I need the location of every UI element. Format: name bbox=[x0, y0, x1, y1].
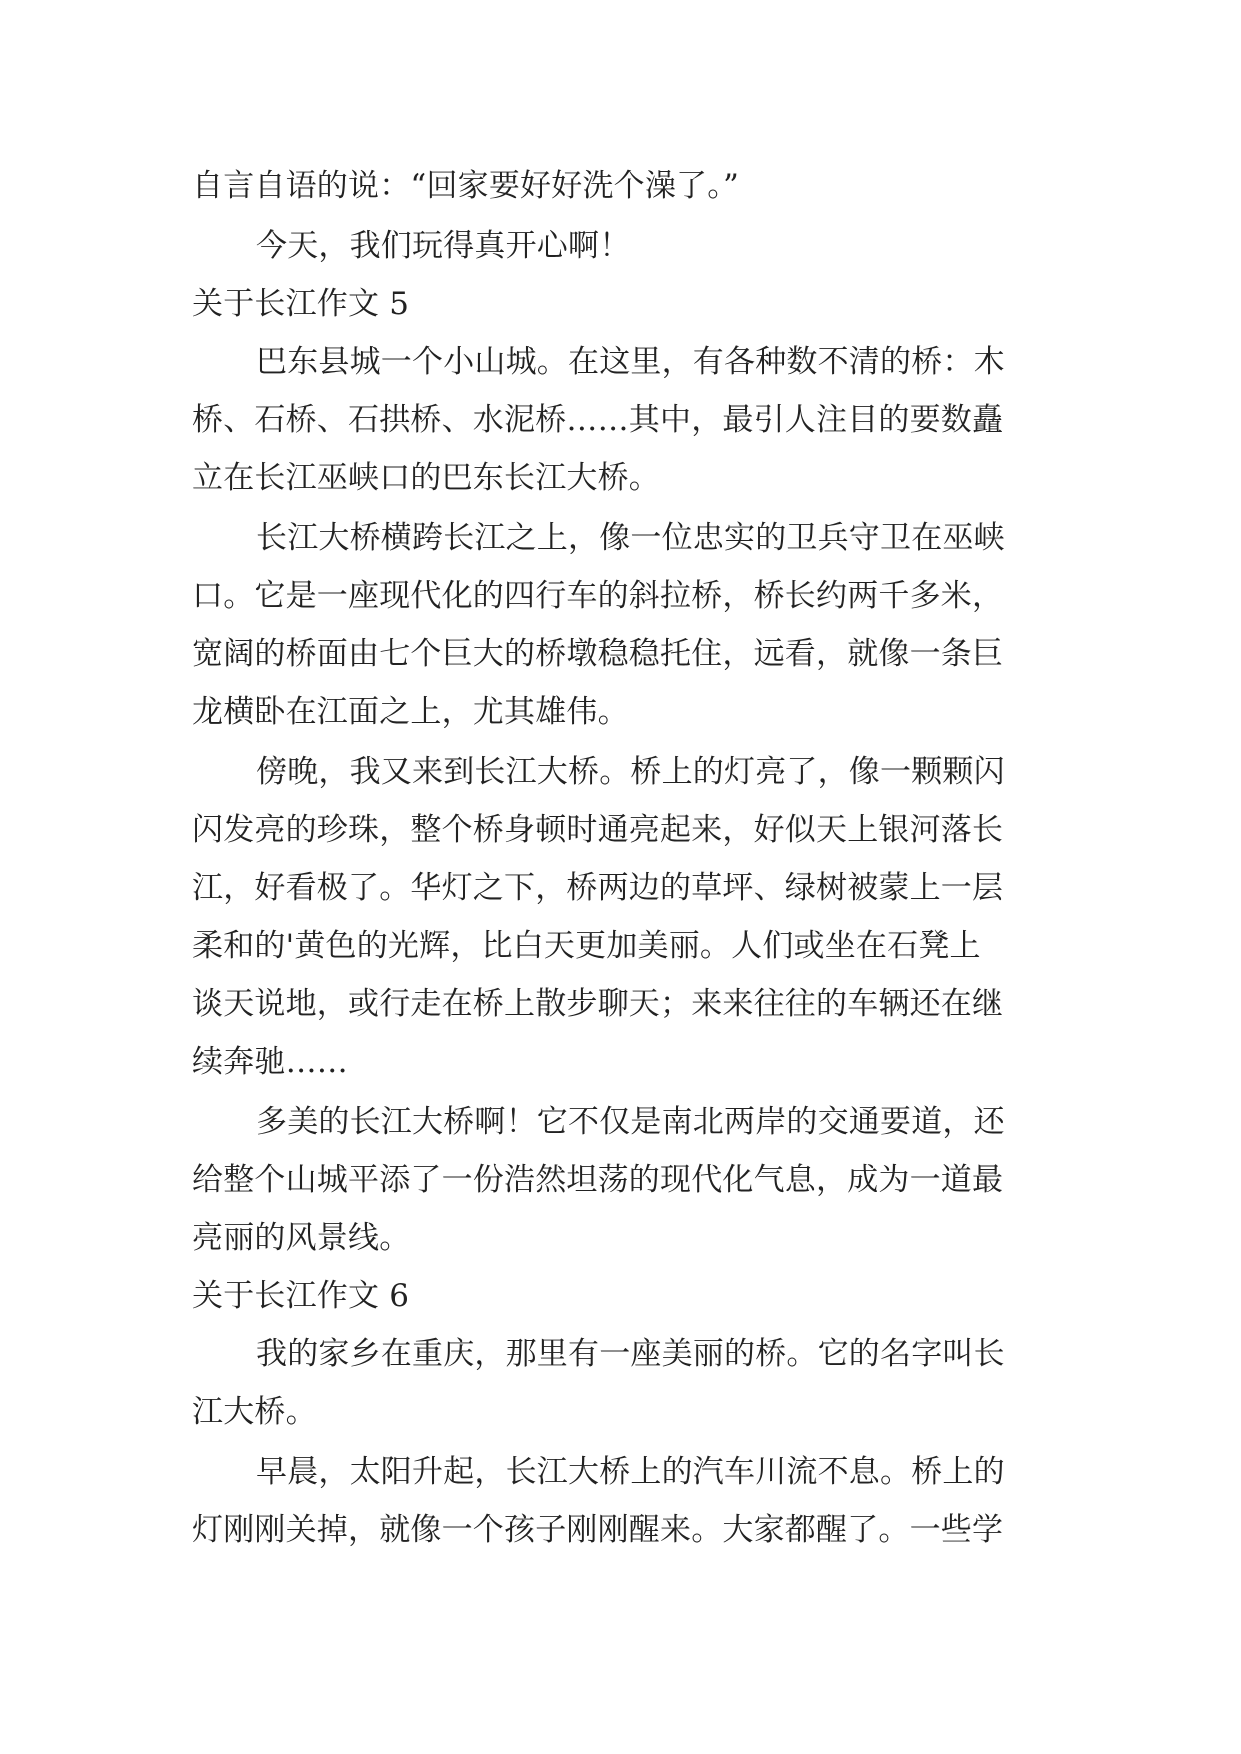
text-line: 闪发亮的珍珠，整个桥身顿时通亮起来，好似天上银河落长 bbox=[192, 812, 1004, 848]
paragraph-line: 多美的长江大桥啊！它不仅是南北两岸的交通要道，还 bbox=[256, 1104, 1005, 1140]
text-line: 桥、石桥、石拱桥、水泥桥……其中，最引人注目的要数矗 bbox=[192, 402, 1004, 438]
text-line: 宽阔的桥面由七个巨大的桥墩稳稳托住，远看，就像一条巨 bbox=[192, 636, 1004, 672]
text-line: 自言自语的说：“回家要好好洗个澡了。” bbox=[192, 168, 739, 204]
text-line: 龙横卧在江面之上，尤其雄伟。 bbox=[192, 694, 629, 730]
text-line: 给整个山城平添了一份浩然坦荡的现代化气息，成为一道最 bbox=[192, 1162, 1004, 1198]
paragraph-line: 我的家乡在重庆，那里有一座美丽的桥。它的名字叫长 bbox=[256, 1336, 1005, 1372]
text-line: 灯刚刚关掉，就像一个孩子刚刚醒来。大家都醒了。一些学 bbox=[192, 1512, 1004, 1548]
text-line: 柔和的'黄色的光辉，比白天更加美丽。人们或坐在石凳上 bbox=[192, 928, 981, 964]
text-line: 江，好看极了。华灯之下，桥两边的草坪、绿树被蒙上一层 bbox=[192, 870, 1004, 906]
section-heading: 关于长江作文 5 bbox=[192, 286, 410, 322]
text-line: 续奔驰…… bbox=[192, 1044, 348, 1080]
paragraph-line: 早晨，太阳升起，长江大桥上的汽车川流不息。桥上的 bbox=[256, 1454, 1005, 1490]
paragraph-line: 长江大桥横跨长江之上，像一位忠实的卫兵守卫在巫峡 bbox=[256, 520, 1005, 556]
paragraph-line: 今天，我们玩得真开心啊！ bbox=[256, 228, 631, 264]
section-heading: 关于长江作文 6 bbox=[192, 1278, 410, 1314]
paragraph-line: 巴东县城一个小山城。在这里，有各种数不清的桥：木 bbox=[256, 344, 1005, 380]
text-line: 亮丽的风景线。 bbox=[192, 1220, 411, 1256]
paragraph-line: 傍晚，我又来到长江大桥。桥上的灯亮了，像一颗颗闪 bbox=[256, 754, 1005, 790]
text-line: 口。它是一座现代化的四行车的斜拉桥，桥长约两千多米， bbox=[192, 578, 1004, 614]
text-line: 江大桥。 bbox=[192, 1394, 317, 1430]
text-line: 立在长江巫峡口的巴东长江大桥。 bbox=[192, 460, 660, 496]
text-line: 谈天说地，或行走在桥上散步聊天；来来往往的车辆还在继 bbox=[192, 986, 1004, 1022]
